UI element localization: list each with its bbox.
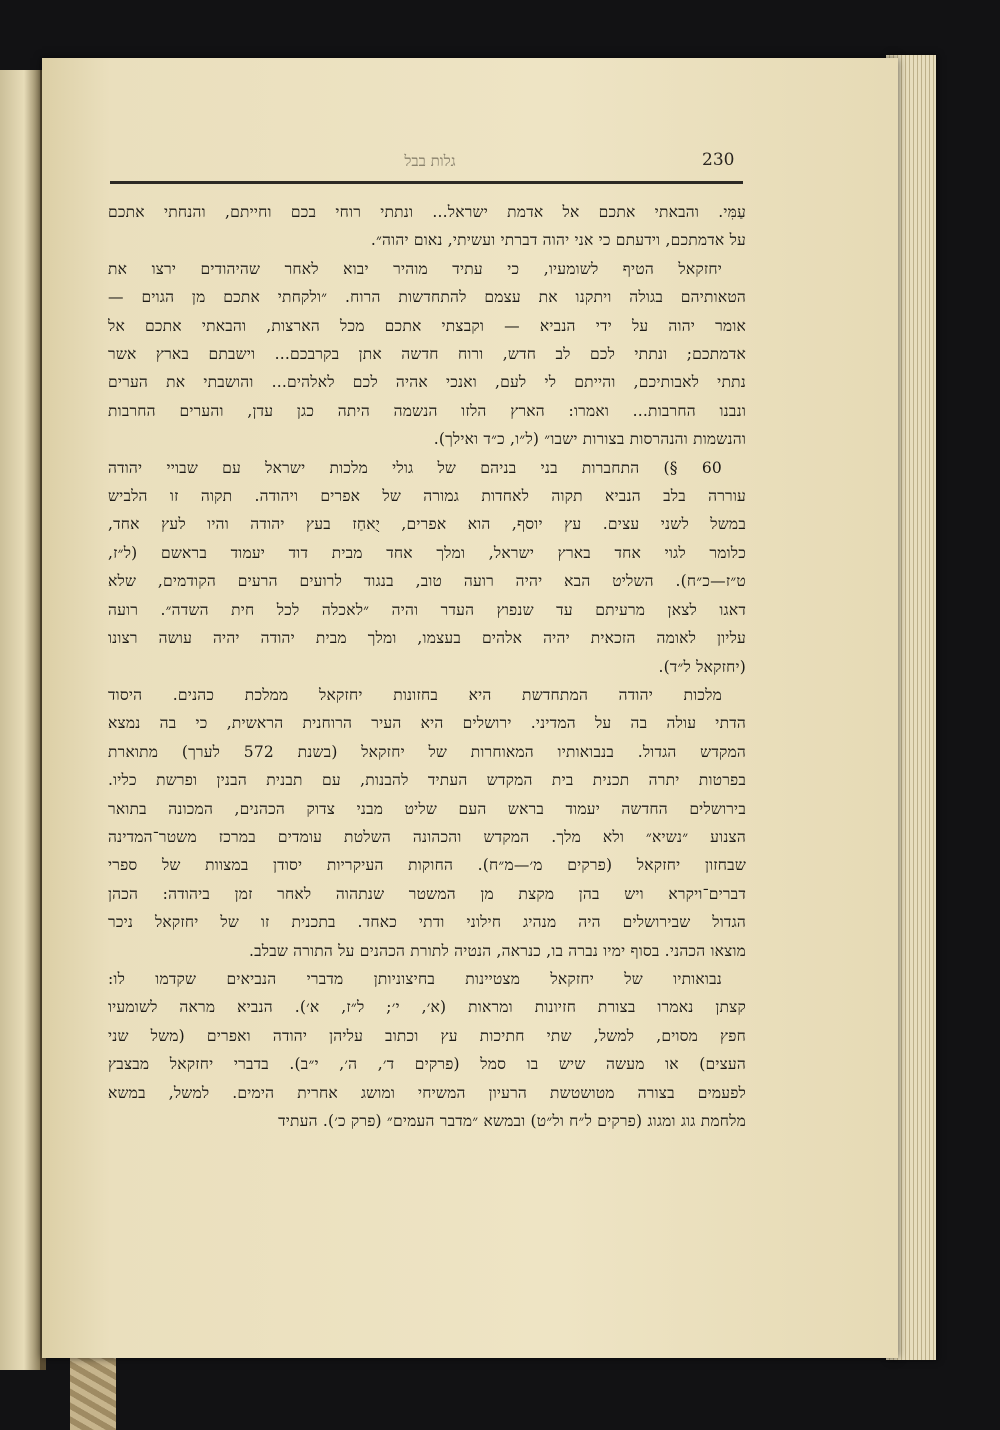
text-line: ונבנו החרבות... ואמרו: הארץ הלזו הנשמה היתה כגן עדן, והערים החרבות — [108, 401, 746, 420]
text-line: נתתי לאבותיכם, והייתם לי לעם, ואנכי אהיה לכם לאלהים... והושבתי את הערים — [108, 373, 746, 392]
bookmark-ribbon — [70, 1350, 116, 1430]
paragraph — [108, 681, 746, 965]
text-line: כלומר לגוי אחד בארץ ישראל, ומלך אחד מבית דוד יעמוד בראשם (ל״ז, — [108, 543, 746, 562]
paragraph — [108, 965, 746, 1135]
text-line: נבואותיו של יחזקאל מצטיינות בחיצוניותן מדברי הנביאים שקדמו לו: — [108, 969, 722, 988]
text-line: בירושלים החדשה יעמוד בראש העם שליט מבני צדוק הכהנים, המכונה בתואר — [108, 799, 746, 818]
text-line: עַמִּי. והבאתי אתכם אל אדמת ישראל... ונתתי רוחי בכם וחייתם, והנחתי אתכם — [108, 203, 746, 221]
text-line: המקדש הגדול. בנבואותיו המאוחרות של יחזקאל (בשנת 572 לערך) מתוארת — [108, 742, 746, 761]
running-head: גלות בבל — [404, 152, 456, 170]
text-line: עליון לאומה הזכאית יהיה אלהים בעצמו, ומלך מבית יהודה יהיה עושה רצונו — [108, 629, 746, 648]
left-page-edge — [0, 70, 40, 1370]
text-line: (יחזקאל ל״ד). — [658, 657, 746, 676]
page-header — [110, 142, 740, 182]
text-line: ט״ז—כ״ח). השליט הבא יהיה רועה טוב, בנגוד לרועים הרעים הקודמים, שלא — [108, 572, 746, 591]
text-line: על אדמתכם, וידעתם כי אני יהוה דברתי ועשיתי, נאום יהוה״. — [370, 231, 746, 250]
text-line: יחזקאל הטיף לשומעיו, כי עתיד מוהיר יבוא לאחר שהיהודים ירצו את — [108, 259, 722, 278]
text-line: הטאותיהם בגולה ויתקנו את עצמם להתחדשות הרוח. ״ולקחתי אתכם מן הגוים — — [108, 288, 746, 307]
text-line: במשל לשני עצים. עץ יוסף, הוא אפרים, יֻאחַז בעץ יהודה והיו לעץ אחד, — [108, 515, 746, 534]
text-line: בפרטות יתרה תכנית בית המקדש העתיד להבנות, עם תבנית הבנין ופרשת כליו. — [108, 771, 746, 790]
text-line: דברים־ויקרא ויש בהן מקצת מן המשטר שנתהוה לאחר זמן ביהודה: הכהן — [108, 884, 746, 903]
header-rule — [110, 181, 743, 184]
paragraph — [108, 454, 746, 681]
text-line: אומר יהוה על ידי הנביא — וקבצתי אתכם מכל הארצות, והבאתי אתכם אל — [108, 316, 746, 335]
text-line: קצתן נאמרו בצורת חזיונות ומראות (א׳, י׳; ל״ז, א׳). הנביא מראה לשומעיו — [108, 998, 746, 1017]
text-line: מלחמת גוג ומגוג (פרקים ל״ח ול״ט) ובמשא ״מדבר העמים״ (פרק כ׳). העתיד — [278, 1112, 746, 1130]
text-line: הגדול שבירושלים היה מנהיג חילוני ודתי כאחד. בתכנית זו של יחזקאל ניכר — [108, 913, 746, 932]
text-line: חפץ מסוים, למשל, שתי חתיכות עץ וכתוב עליהן יהודה ואפרים (משל שני — [108, 1026, 746, 1045]
text-line: והנשמות והנהרסות בצורות ישבו״ (ל״ו, כ״ד ואילך). — [433, 430, 746, 449]
text-line: הדתי עולה בה על המדיני. ירושלים היא העיר הרוחנית הראשית, כי בה נמצא — [108, 714, 746, 733]
text-line: לפעמים בצורה מטושטשת הרעיון המשיחי ומושג אחרית הימים. למשל, במשא — [108, 1083, 746, 1102]
text-line: הצנוע ״נשיא״ ולא מלך. המקדש והכהונה השלטת עומדים במרכז משטר־המדינה — [108, 827, 746, 846]
text-line: דאגו לצאן מרעיתם עד שנפוץ העדר והיה ״לאכלה לכל חית השדה״. רועה — [108, 600, 746, 619]
paragraph — [108, 198, 746, 255]
text-line: שבחזון יחזקאל (פרקים מ׳—מ״ח). החוקות העיקריות יסודן במצוות של ספרי — [108, 856, 746, 875]
text-line: העצים) או מעשה שיש בו סמל (פרקים ד׳, ה׳, י״ב). בדברי יחזקאל מבצבץ — [108, 1055, 746, 1074]
body-text — [108, 198, 746, 1135]
text-line: עוררה בלב הנביא תקוה לאחדות גמורה של אפרים ויהודה. תקוה זו הלביש — [108, 487, 746, 506]
text-line: אדמתכם; ונתתי לכם לב חדש, ורוח חדשה אתן בקרבכם... וישבתם בארץ אשר — [108, 345, 746, 364]
text-line: מלכות יהודה המתחדשת היא בחזונות יחזקאל ממלכת כהנים. היסוד — [108, 685, 722, 704]
text-line: 60 §) התחברות בני בניהם של גולי מלכות ישראל עם שבויי יהודה — [108, 458, 722, 477]
text-line: מוצאו הכהני. בסוף ימיו נברה בו, כנראה, הנטיה לתורת הכהנים על התורה שבלב. — [248, 941, 746, 960]
paragraph — [108, 255, 746, 454]
page-number: 230 — [702, 150, 735, 170]
